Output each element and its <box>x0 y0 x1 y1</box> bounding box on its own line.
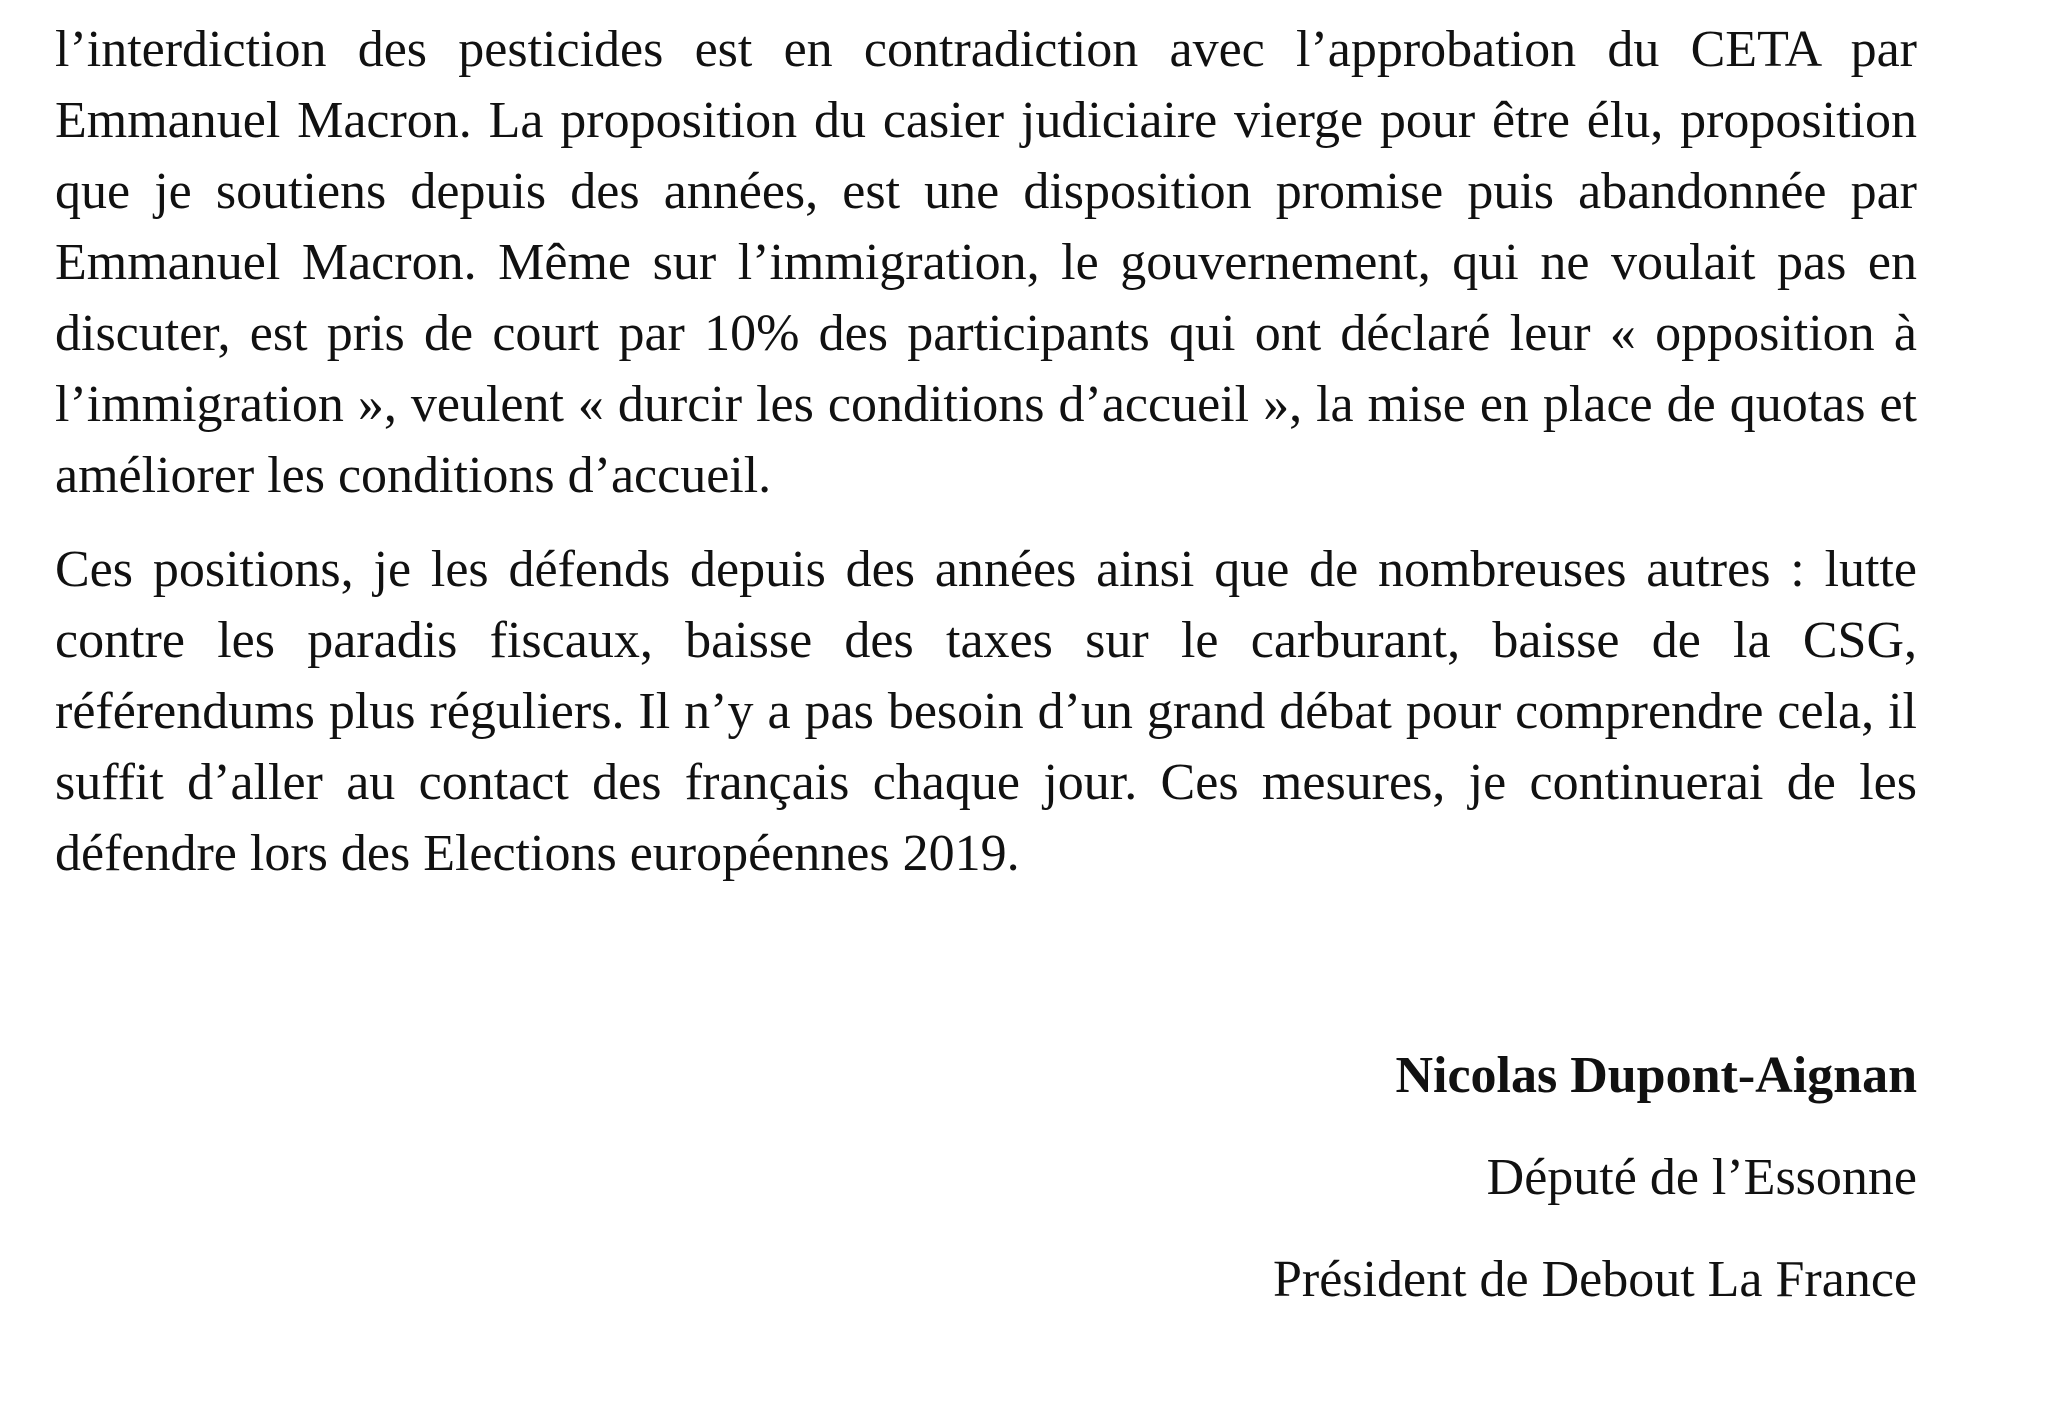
signature-title-president: Président de Debout La France <box>1272 1251 1917 1308</box>
signature-name: Nicolas Dupont-Aignan <box>1395 1047 1917 1104</box>
document-body <box>55 14 1917 889</box>
signature-block <box>1273 1040 1917 1316</box>
paragraph-2: Ces positions, je les défends depuis des années ainsi que de nombreuses autres : lutte contre les paradis fiscaux, baisse des taxes sur le carburant, baisse de la CSG, référendums plus réguliers. Il n’y a pas besoin d’un grand débat pour comprendre cela, il suffit d’aller au contact des français chaque jour. Ces mesures, je continuerai de les défendre lors des Elections européennes 2019. <box>55 541 1917 882</box>
signature-title-deputy: Député de l’Essonne <box>1486 1149 1917 1206</box>
paragraph-1: l’interdiction des pesticides est en contradiction avec l’approbation du CETA par Emmanuel Macron. La proposition du casier judiciaire vierge pour être élu, proposition que je soutiens depuis des années, est une disposition promise puis abandonnée par Emmanuel Macron. Même sur l’immigration, le gouvernement, qui ne voulait pas en discuter, est pris de court par 10% des participants qui ont déclaré leur « opposition à l’immigration », veulent « durcir les conditions d’accueil », la mise en place de quotas et améliorer les conditions d’accueil. <box>55 21 1917 504</box>
